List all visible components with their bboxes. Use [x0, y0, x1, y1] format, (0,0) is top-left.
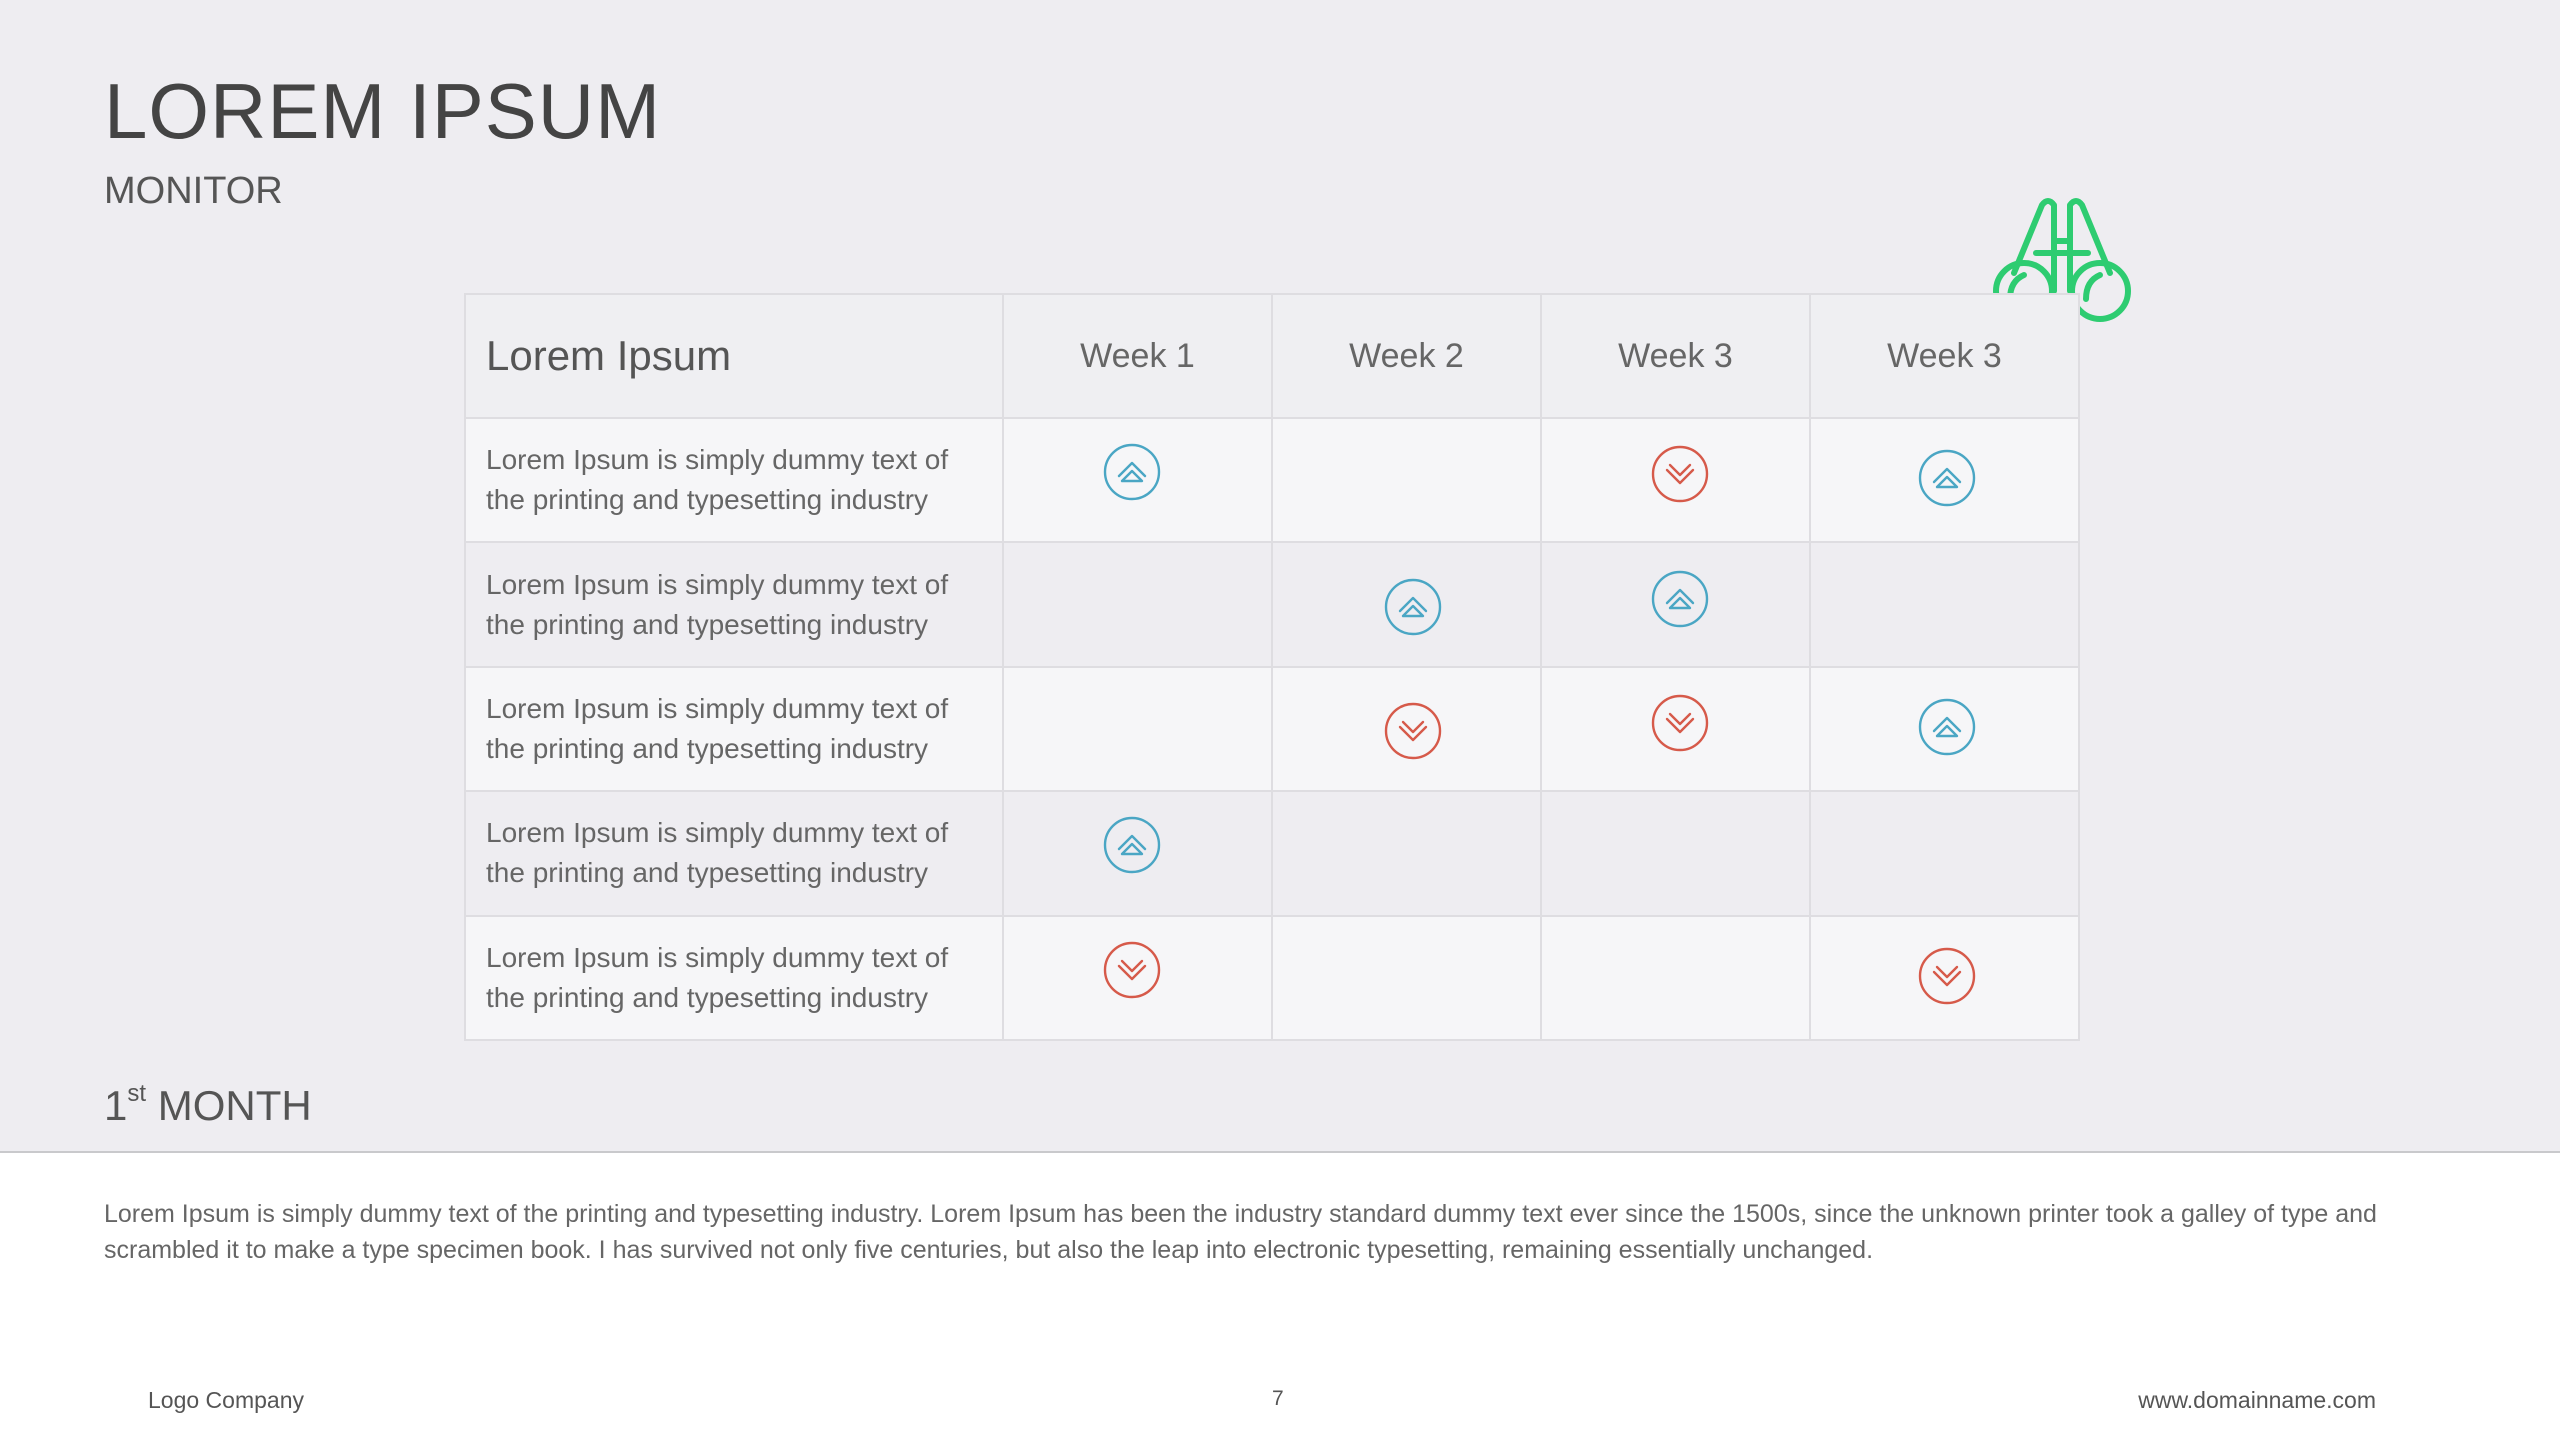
footer-website: www.domainname.com: [2138, 1387, 2376, 1413]
week-cell: [1541, 667, 1810, 791]
table-row: [465, 418, 2079, 542]
month-word: MONTH: [157, 1082, 312, 1129]
chevron-down-circle-icon: [1917, 946, 1977, 1006]
month-suffix: st: [127, 1080, 147, 1107]
week-cell: [1272, 667, 1541, 791]
footer-company: Logo Company: [148, 1387, 304, 1413]
week-cell: [1003, 791, 1272, 915]
page-title: LOREM IPSUM: [104, 67, 662, 155]
table-row: [465, 667, 2079, 791]
row-description-line-2: the printing and typesetting industry: [486, 981, 929, 1013]
monitor-table: [464, 293, 2080, 1041]
month-number: 1: [104, 1082, 128, 1129]
column-week-3b: Week 3: [1810, 294, 2079, 418]
row-description-line-2: the printing and typesetting industry: [486, 484, 929, 516]
week-cell: [1272, 418, 1541, 542]
column-week-3: Week 3: [1541, 294, 1810, 418]
column-week-2: Week 2: [1272, 294, 1541, 418]
chevron-down-circle-icon: [1383, 701, 1443, 761]
chevron-up-circle-icon: [1102, 442, 1162, 502]
week-cell: [1272, 542, 1541, 666]
chevron-up-circle-icon: [1917, 448, 1977, 508]
week-cell: [1810, 916, 2079, 1040]
week-cell: [1003, 542, 1272, 666]
row-description-line-1: Lorem Ipsum is simply dummy text of: [486, 444, 949, 476]
week-cell: [1541, 791, 1810, 915]
chevron-up-circle-icon: [1917, 697, 1977, 757]
chevron-up-circle-icon: [1102, 815, 1162, 875]
footer-page-number: 7: [1272, 1387, 1284, 1410]
chevron-down-circle-icon: [1102, 940, 1162, 1000]
row-description-line-1: Lorem Ipsum is simply dummy text of: [486, 941, 949, 973]
column-week-1: Week 1: [1003, 294, 1272, 418]
week-cell: [1810, 667, 2079, 791]
chevron-up-circle-icon: [1650, 569, 1710, 629]
table-row: [465, 542, 2079, 666]
row-description-line-1: Lorem Ipsum is simply dummy text of: [486, 568, 949, 600]
row-description-line-1: Lorem Ipsum is simply dummy text of: [486, 817, 949, 849]
week-cell: [1272, 791, 1541, 915]
table-header-label: Lorem Ipsum: [465, 294, 1003, 418]
row-description: [465, 542, 1003, 666]
week-cell: [1541, 916, 1810, 1040]
chevron-up-circle-icon: [1383, 577, 1443, 637]
row-description: [465, 916, 1003, 1040]
week-cell: [1003, 916, 1272, 1040]
week-cell: [1810, 791, 2079, 915]
week-cell: [1541, 542, 1810, 666]
row-description: [465, 418, 1003, 542]
week-cell: [1810, 542, 2079, 666]
row-description: [465, 667, 1003, 791]
table-row: [465, 791, 2079, 915]
chevron-down-circle-icon: [1650, 444, 1710, 504]
description-text: Lorem Ipsum is simply dummy text of the printing and typesetting industry. Lorem Ipsum has been the industry standard dummy text ever since the 1500s, since the unknown printer took a galley of type and scrambled it to make a type specimen book. I has survived not only five centuries, but also the leap into electronic typesetting, remaining essentially unchanged.: [104, 1200, 2377, 1264]
week-cell: [1003, 418, 1272, 542]
page-subtitle: MONITOR: [104, 170, 283, 212]
row-description-line-2: the printing and typesetting industry: [486, 732, 929, 764]
row-description-line-2: the printing and typesetting industry: [486, 608, 929, 640]
week-cell: [1541, 418, 1810, 542]
row-description: [465, 791, 1003, 915]
week-cell: [1272, 916, 1541, 1040]
table-row: [465, 916, 2079, 1040]
row-description-line-1: Lorem Ipsum is simply dummy text of: [486, 692, 949, 724]
week-cell: [1810, 418, 2079, 542]
table-header-row: [465, 294, 2079, 418]
row-description-line-2: the printing and typesetting industry: [486, 857, 929, 889]
month-label: [104, 1082, 312, 1130]
chevron-down-circle-icon: [1650, 693, 1710, 753]
week-cell: [1003, 667, 1272, 791]
